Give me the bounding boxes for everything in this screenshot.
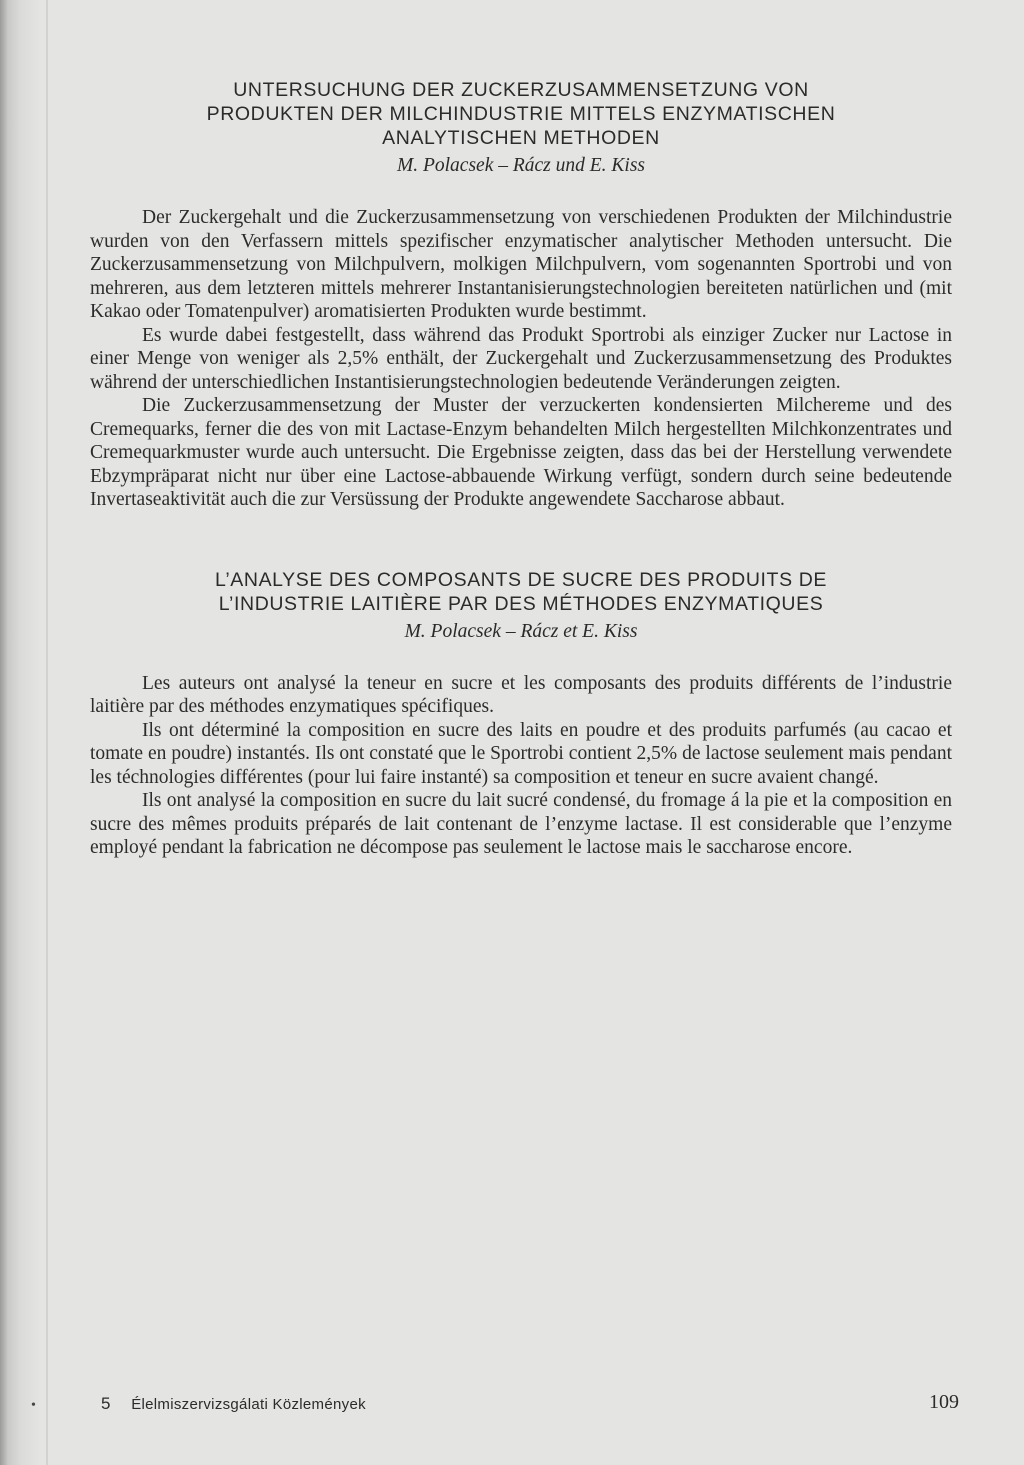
- french-paragraph: Ils ont déterminé la composition en sucre des laits en poudre et des produits parfumés (au cacao et tomate en poudre) instantés. Ils ont constaté que le Sportrobi contient 2,5% de lactose seulement mais pendant les téchnologies différentes (pour lui faire instanté) sa composition et teneur en sucre avaient changé.: [90, 719, 952, 788]
- page-footer: [101, 1391, 959, 1418]
- french-abstract: [90, 672, 952, 860]
- german-title-line: UNTERSUCHUNG DER ZUCKERZUSAMMENSETZUNG VON: [233, 79, 809, 101]
- page-number: 109: [929, 1391, 959, 1413]
- german-abstract: [90, 206, 952, 512]
- german-paragraph: Die Zuckerzusammensetzung der Muster der verzuckerten kondensierten Milchereme und des Cremequarks, ferner die des von mit Lactase-Enzym behandelten Milch hergestellten Milchkonzentrates und Cremequarkmuster wurde auch untersucht. Die Ergebnisse zeigten, dass das bei der Herstellung verwendete Ebzympräparat nicht nur über eine Lactose-abbauende Wirkung verfügt, sondern durch seine bedeutende Invertaseaktivität auch die zur Versüssung der Produkte angewendete Saccharose abbaut.: [90, 395, 952, 510]
- journal-name: Élelmiszervizsgálati Közlemények: [131, 1396, 366, 1413]
- german-title-line: PRODUKTEN DER MILCHINDUSTRIE MITTELS ENZYMATISCHEN: [206, 103, 836, 125]
- german-authors: M. Polacsek – Rácz und E. Kiss: [396, 155, 646, 176]
- french-authors: M. Polacsek – Rácz et E. Kiss: [404, 620, 638, 642]
- footer-journal-info: [101, 1394, 366, 1414]
- german-paragraph: Es wurde dabei festgestellt, dass während das Produkt Sportrobi als einziger Zucker nur Lactose in einer Menge von weniger als 2,5% enthält, der Zuckergehalt und Zuckerzusammensetzung des Produktes während der unterschiedlichen Instantisierungstechnologien bedeutende Veränderungen zeigten.: [90, 324, 952, 393]
- binding-shadow: [0, 0, 40, 1465]
- issue-number: 5: [101, 1394, 111, 1413]
- binding-line: [46, 0, 48, 1465]
- german-title: [90, 78, 952, 150]
- french-title: [90, 568, 952, 616]
- margin-bullet-mark: •: [31, 1398, 36, 1413]
- french-paragraph: Ils ont analysé la composition en sucre du lait sucré condensé, du fromage á la pie et la composition en sucre des mêmes produits préparés de lait contenant de l’enzyme lactase. Il est considerable que l’enzyme employé pendant la fabrication ne décompose pas seulement le lactose mais le saccharose encore.: [90, 790, 952, 858]
- french-title-line: L’ANALYSE DES COMPOSANTS DE SUCRE DES PRODUITS DE: [214, 568, 827, 591]
- french-paragraph: Les auteurs ont analysé la teneur en sucre et les composants des produits différents de l’industrie laitière par des méthodes enzymatiques spécifiques.: [90, 672, 952, 717]
- german-title-line: ANALYTISCHEN METHODEN: [382, 127, 660, 149]
- page-content: [90, 78, 952, 860]
- french-title-line: L’INDUSTRIE LAITIÈRE PAR DES MÉTHODES ENZYMATIQUES: [218, 592, 824, 615]
- german-paragraph: Der Zuckergehalt und die Zuckerzusammensetzung von verschiedenen Produkten der Milchindustrie wurden von den Verfassern mittels spezifischer enzymatischer analytischer Methoden untersucht. Die Zuckerzusammensetzung von Milchpulvern, molkigen Milchpulvern, vom sogenannten Sportrobi und von mehreren, aus dem letzteren mittels mehrerer Instantanisierungstechnologien bereiteten natürlichen und (mit Kakao oder Tomatenpulver) aromatisierten Produkten wurde bestimmt.: [90, 207, 952, 322]
